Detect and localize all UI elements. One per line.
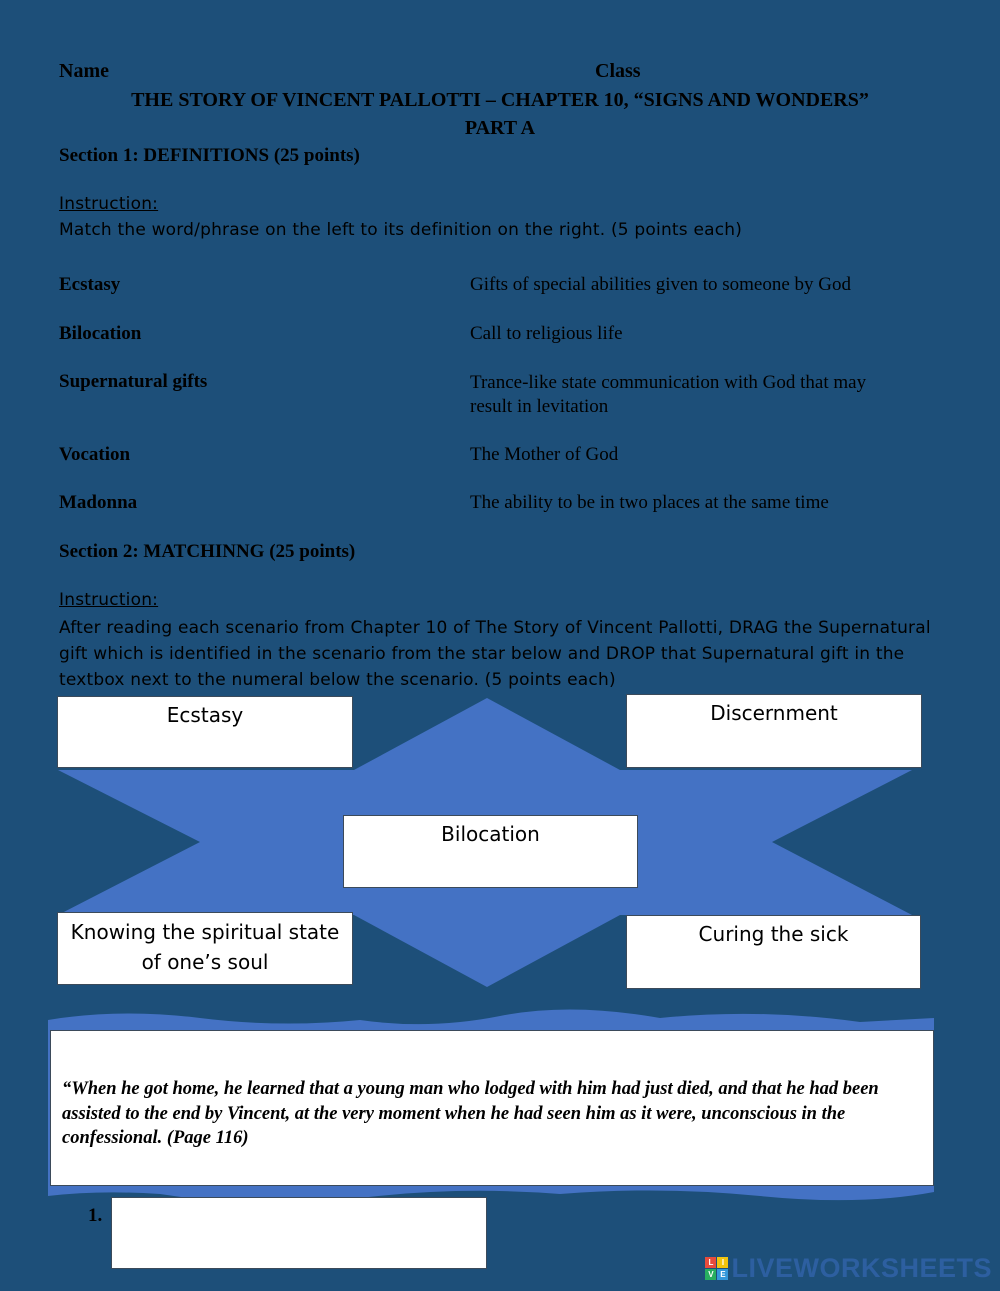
gift-knowing-spiritual-state[interactable]: Knowing the spiritual state of one’s soul [57, 912, 353, 985]
answer-drop-box-1[interactable] [111, 1197, 487, 1269]
term-vocation: Vocation [59, 444, 131, 465]
definition-4: The Mother of God [470, 444, 619, 465]
class-label: Class [595, 60, 641, 82]
gift-discernment[interactable]: Discernment [626, 694, 922, 768]
section1-instruction-label: Instruction: [59, 194, 159, 214]
section2-instruction: After reading each scenario from Chapter 10 of The Story of Vincent Pallotti, DRAG the Supernatural gift which is identified in the scenario from the star below and DROP that Supernatural gift in the textbox next to the numeral below the scenario. (5 points each) [59, 618, 931, 690]
section1-heading: Section 1: DEFINITIONS (25 points) [59, 145, 360, 166]
term-ecstasy: Ecstasy [59, 274, 121, 295]
gift-curing-the-sick[interactable]: Curing the sick [626, 915, 921, 989]
scenario-quote-box [50, 1030, 934, 1186]
section1-instruction: Match the word/phrase on the left to its definition on the right. (5 points each) [59, 220, 743, 240]
scenario-quote: “When he got home, he learned that a young man who lodged with him had just died, and that he had been assisted to the end by Vincent, at the very moment when he had seen him as it were, unconscious in the confessional. (Page 116) [62, 1079, 879, 1148]
definition-2: Call to religious life [470, 323, 623, 344]
term-supernatural-gifts: Supernatural gifts [59, 371, 208, 392]
name-label: Name [59, 60, 109, 82]
gift-ecstasy[interactable]: Ecstasy [57, 696, 353, 768]
section2-heading: Section 2: MATCHINNG (25 points) [59, 541, 356, 562]
definition-3: Trance-like state communication with God that may result in levitation [470, 372, 867, 417]
liveworksheets-brand [705, 1253, 992, 1283]
section2-instruction-label: Instruction: [59, 590, 159, 610]
part-label: PART A [464, 117, 536, 139]
definition-1: Gifts of special abilities given to someone by God [470, 274, 851, 295]
answer-number: 1. [88, 1205, 103, 1226]
liveworksheets-logo-icon: L I V E [705, 1257, 728, 1280]
worksheet-title: THE STORY OF VINCENT PALLOTTI – CHAPTER 10, “SIGNS AND WONDERS” [131, 89, 869, 111]
gift-bilocation[interactable]: Bilocation [343, 815, 638, 888]
term-bilocation: Bilocation [59, 323, 142, 344]
term-madonna: Madonna [59, 492, 138, 513]
liveworksheets-wordmark: LIVEWORKSHEETS [731, 1252, 992, 1283]
definition-5: The ability to be in two places at the same time [470, 492, 829, 513]
